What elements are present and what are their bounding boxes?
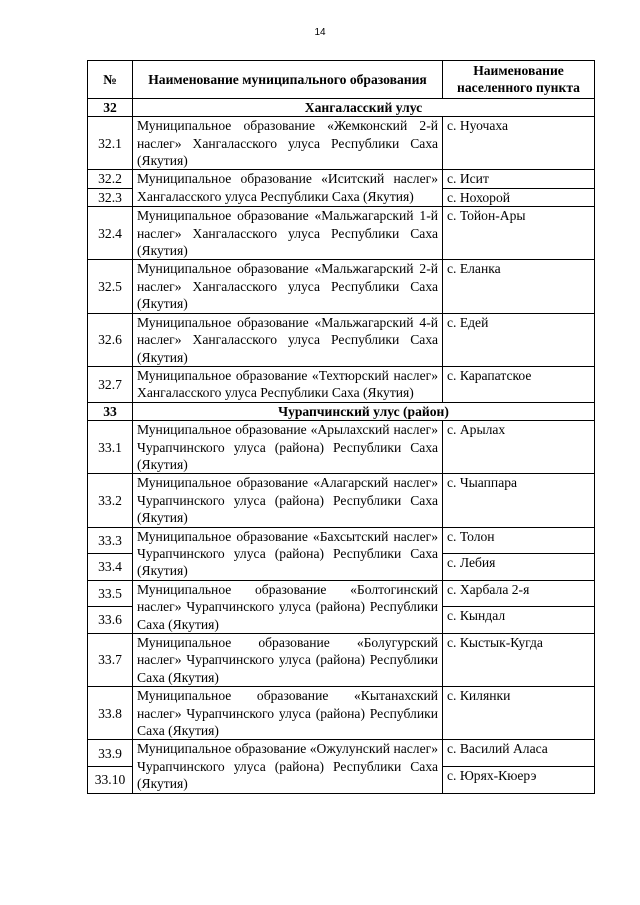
municipality-name: Муниципальное образование «Техтюрский наслег» Хангаласского улуса Республики Саха (Якутия) <box>133 366 443 402</box>
settlement-name: с. Харбала 2-я <box>443 580 595 607</box>
settlement-name: с. Кындал <box>443 607 595 634</box>
region-number: 32 <box>88 98 133 116</box>
settlement-name: с. Чыаппара <box>443 474 595 527</box>
row-number: 32.7 <box>88 366 133 402</box>
municipality-name: Муниципальное образование «Алагарский наслег» Чурапчинского улуса (района) Республики Саха (Якутия) <box>133 474 443 527</box>
table-row <box>88 687 595 740</box>
settlement-name: с. Нохорой <box>443 188 595 206</box>
table-row <box>88 634 595 687</box>
municipality-name: Муниципальное образование «Мальжагарский 2-й наслег» Хангаласского улуса Республики Саха (Якутия) <box>133 260 443 313</box>
row-number: 33.6 <box>88 607 133 634</box>
settlement-name: с. Едей <box>443 313 595 366</box>
settlement-name: с. Килянки <box>443 687 595 740</box>
settlement-name: с. Карапатское <box>443 366 595 402</box>
table-row <box>88 117 595 170</box>
table-row <box>88 527 595 554</box>
table-row <box>88 260 595 313</box>
region-number: 33 <box>88 402 133 420</box>
table-row <box>88 313 595 366</box>
row-number: 32.1 <box>88 117 133 170</box>
municipality-name: Муниципальное образование «Иситский наслег» Хангаласского улуса Республики Саха (Якутия) <box>133 170 443 207</box>
settlement-name: с. Нуочаха <box>443 117 595 170</box>
row-number: 32.3 <box>88 188 133 206</box>
settlement-name: с. Тойон-Ары <box>443 207 595 260</box>
settlement-name: с. Еланка <box>443 260 595 313</box>
settlement-name: с. Толон <box>443 527 595 554</box>
row-number: 33.9 <box>88 740 133 767</box>
municipality-name: Муниципальное образование «Болугурский наслег» Чурапчинского улуса (района) Республики Саха (Якутия) <box>133 634 443 687</box>
row-number: 33.5 <box>88 580 133 607</box>
region-title: Чурапчинский улус (район) <box>133 402 595 420</box>
table-row <box>88 207 595 260</box>
row-number: 32.2 <box>88 170 133 188</box>
row-number: 33.2 <box>88 474 133 527</box>
table-row <box>88 580 595 607</box>
header-municipality: Наименование муниципального образования <box>133 61 443 99</box>
settlement-name: с. Арылах <box>443 421 595 474</box>
municipality-name: Муниципальное образование «Болтогинский наслег» Чурапчинского улуса (района) Республики Саха (Якутия) <box>133 580 443 633</box>
row-number: 33.10 <box>88 767 133 794</box>
row-number: 32.4 <box>88 207 133 260</box>
region-row <box>88 98 595 116</box>
table-header-row <box>88 61 595 99</box>
municipality-name: Муниципальное образование «Ожулунский наслег» Чурапчинского улуса (района) Республики Саха (Якутия) <box>133 740 443 793</box>
row-number: 33.4 <box>88 554 133 581</box>
municipality-name: Муниципальное образование «Жемконский 2-й наслег» Хангаласского улуса Республики Саха (Якутия) <box>133 117 443 170</box>
table-row <box>88 421 595 474</box>
header-settlement: Наименование населенного пункта <box>443 61 595 99</box>
region-row <box>88 402 595 420</box>
table-row <box>88 474 595 527</box>
table-body <box>88 98 595 793</box>
settlement-name: с. Юрях-Кюерэ <box>443 767 595 794</box>
municipality-name: Муниципальное образование «Кытанахский наслег» Чурапчинского улуса (района) Республики Саха (Якутия) <box>133 687 443 740</box>
row-number: 33.3 <box>88 527 133 554</box>
municipality-name: Муниципальное образование «Мальжагарский 4-й наслег» Хангаласского улуса Республики Саха (Якутия) <box>133 313 443 366</box>
settlement-name: с. Кыстык-Кугда <box>443 634 595 687</box>
row-number: 33.1 <box>88 421 133 474</box>
row-number: 33.7 <box>88 634 133 687</box>
row-number: 32.5 <box>88 260 133 313</box>
settlement-name: с. Василий Аласа <box>443 740 595 767</box>
municipality-name: Муниципальное образование «Мальжагарский 1-й наслег» Хангаласского улуса Республики Саха (Якутия) <box>133 207 443 260</box>
table-row <box>88 740 595 767</box>
municipality-name: Муниципальное образование «Арылахский наслег» Чурапчинского улуса (района) Республики Саха (Якутия) <box>133 421 443 474</box>
region-title: Хангаласский улус <box>133 98 595 116</box>
header-num: № <box>88 61 133 99</box>
settlement-name: с. Лебия <box>443 554 595 581</box>
page-number: 14 <box>314 27 326 38</box>
table-row <box>88 170 595 188</box>
settlements-table <box>87 60 595 794</box>
municipality-name: Муниципальное образование «Бахсытский наслег» Чурапчинского улуса (района) Республики Саха (Якутия) <box>133 527 443 580</box>
table-row <box>88 366 595 402</box>
row-number: 33.8 <box>88 687 133 740</box>
row-number: 32.6 <box>88 313 133 366</box>
settlement-name: с. Исит <box>443 170 595 188</box>
